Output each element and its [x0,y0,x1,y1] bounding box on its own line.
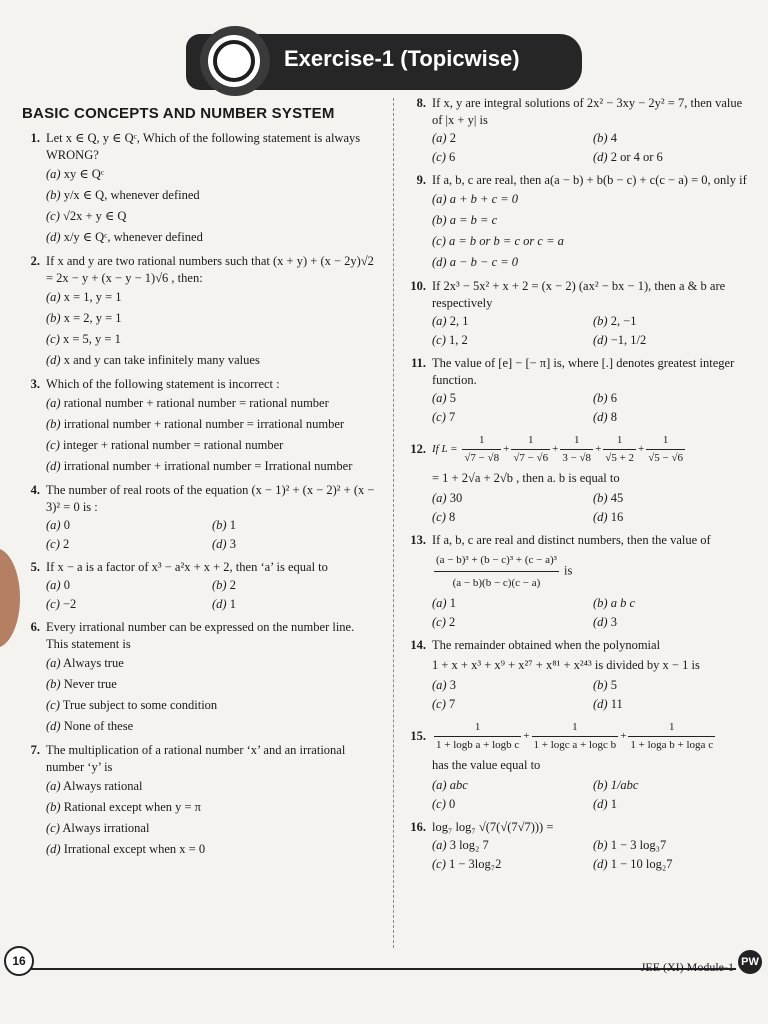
option-c: (c) √2x + y ∈ Q [46,209,127,223]
question-text: The remainder obtained when the polynomial [432,638,661,652]
option-a: (a) 5 [432,391,456,405]
section-title: BASIC CONCEPTS AND NUMBER SYSTEM [22,105,335,122]
question-2 [18,253,378,371]
question-number: 1. [30,131,40,145]
option-a: (a) 1 [432,596,456,610]
option-b: (b) irrational number + rational number = irrational number [46,417,345,431]
option-d: (d) 8 [593,410,617,424]
question-number: 12. [410,442,426,456]
option-d: (d) x and y can take infinitely many values [46,353,260,367]
question-number: 4. [30,483,40,497]
question-number: 7. [30,743,40,757]
option-b: (b) Rational except when y = π [46,800,201,814]
fraction-3: $\frac{1}{3 - √8}$ [562,434,592,464]
polynomial: 1 + x + x³ + x⁹ + x²⁷ + x⁸¹ + x²⁴³ is divided by x − 1 is [432,658,700,672]
option-d: (d) −1, 1/2 [593,333,647,347]
question-11 [404,355,754,427]
option-d: (d) 16 [593,510,624,524]
question-number: 5. [30,560,40,574]
option-d: (d) 3 [593,615,617,629]
option-c: (c) True subject to some condition [46,698,218,712]
question-number: 2. [30,254,40,268]
fraction-1: $\frac{1}{\text{1 + logb a + logb c}}$ [436,721,520,751]
option-d: (d) Irrational except when x = 0 [46,842,206,856]
right-column [404,95,754,879]
question-5 [18,559,378,614]
question-15: 15. $\frac{1}{\text{1 + logb a + logb c}}$ + $\frac{1}{\text{1 + logc a + logc b}}$ + $\frac{1}{\text{1 + loga b + loga c}}$ has the value equal to (a) abc (b) 1/abc (c) 0 (d) 1 [404,719,754,814]
question-12: 12. If L = $\frac{1}{√7 - √8}$ + $\frac{1}{√7 - √6}$ + $\frac{1}{3 - √8}$ + $\frac{1}{√5 + 2}$ + $\frac{1}{√5 - √6}$ = 1 + 2√a + 2√b , then a. b is equal to (a) 30 (b) 45 (c) 8 (d) 16 [404,432,754,527]
question-lead: If L = [432,443,458,456]
option-b: (b) 5 [593,678,617,692]
option-a: (a) xy ∈ Qᶜ [46,167,104,181]
question-is: is [564,563,573,578]
option-d: (d) irrational number + irrational number = Irrational number [46,459,353,473]
option-c: (c) 2 [432,615,456,629]
question-number: 6. [30,620,40,634]
option-a: (a) 2, 1 [432,314,469,328]
question-text: Which of the following statement is incorrect : [46,377,280,391]
question-9 [404,172,754,273]
fraction-5: $\frac{1}{√5 - √6}$ [648,434,684,464]
option-a: (a) abc [432,778,468,792]
option-d: (d) 2 or 4 or 6 [593,150,663,164]
question-4 [18,482,378,554]
option-a: (a) 3 log₂ 7 [432,838,489,852]
option-a: (a) 3 [432,678,456,692]
option-b: (b) 1 − 3 log₃7 [593,838,667,852]
option-a: (a) x = 1, y = 1 [46,290,122,304]
option-d: (d) None of these [46,719,134,733]
option-a: (a) 2 [432,131,456,145]
question-text: If x − a is a factor of x³ − a²x + x + 2, then ‘a’ is equal to [46,560,328,574]
footer-rule [30,968,736,970]
option-a: (a) Always rational [46,779,143,793]
option-c: (c) 1 − 3log₇2 [432,857,502,871]
question-number: 10. [410,279,426,293]
fraction-1: $\frac{1}{√7 - √8}$ [464,434,500,464]
exercise-banner [186,34,582,90]
option-b: (b) 2, −1 [593,314,637,328]
question-text: log₇ log₇ √(7(√(7√7))) = [432,820,554,834]
option-c: (c) x = 5, y = 1 [46,332,121,346]
option-b: (b) x = 2, y = 1 [46,311,122,325]
question-13 [404,532,754,632]
option-d: (d) a − b − c = 0 [432,255,519,269]
question-number: 3. [30,377,40,391]
option-a: (a) a + b + c = 0 [432,192,519,206]
option-c: (c) 8 [432,510,456,524]
question-rest: has the value equal to [432,758,541,772]
option-c: (c) 1, 2 [432,333,468,347]
question-16 [404,819,754,874]
question-7 [18,742,378,860]
option-d: (d) x/y ∈ Qᶜ, whenever defined [46,230,203,244]
left-column [18,130,378,865]
module-label: JEE (XI) Module-1 [640,960,734,974]
option-d: (d) 1 [593,797,617,811]
option-b: (b) a b c [593,596,636,610]
option-c: (c) 0 [432,797,456,811]
question-14 [404,637,754,714]
question-number: 11. [411,356,426,370]
option-c: (c) 2 [46,537,70,551]
option-b: (b) 6 [593,391,617,405]
question-number: 16. [410,820,426,834]
fraction-3: $\frac{1}{\text{1 + loga b + loga c}}$ [630,721,714,751]
option-a: (a) 30 [432,491,463,505]
question-3 [18,376,378,477]
question-1 [18,130,378,248]
option-b: (b) 1 [212,518,236,532]
expression-fraction: $\frac{\text{(a − b)³ + (b − c)³ + (c − a)³}}{(a - b)(b - c)(c - a)}$ [434,549,559,594]
question-text: If a, b, c are real and distinct numbers, then the value of [432,533,711,547]
option-c: (c) Always irrational [46,821,150,835]
option-b: (b) 45 [593,491,624,505]
option-c: (c) 7 [432,697,456,711]
question-text: The number of real roots of the equation (x − 1)² + (x − 2)² + (x − 3)² = 0 is : [46,483,375,514]
question-rest: = 1 + 2√a + 2√b , then a. b is equal to [432,471,620,485]
option-c: (c) 6 [432,150,456,164]
fraction-2: $\frac{1}{√7 - √6}$ [513,434,549,464]
option-d: (d) 11 [593,697,623,711]
question-text: Every irrational number can be expressed on the number line. This statement is [46,620,355,651]
question-number: 13. [410,533,426,547]
option-b: (b) 1/abc [593,778,639,792]
option-c: (c) −2 [46,597,77,611]
question-number: 9. [416,173,426,187]
exercise-title: Exercise-1 (Topicwise) [284,46,520,71]
question-number: 8. [416,96,426,110]
question-text: If a, b, c are real, then a(a − b) + b(b − c) + c(c − a) = 0, only if [432,173,747,187]
column-divider [393,98,394,948]
question-number: 15. [410,729,426,743]
option-a: (a) rational number + rational number = rational number [46,396,329,410]
question-text: The multiplication of a rational number ‘x’ and an irrational number ‘y’ is [46,743,346,774]
question-8 [404,95,754,167]
question-text: If 2x³ − 5x² + x + 2 = (x − 2) (ax² − bx − 1), then a & b are respectively [432,279,726,310]
option-a: (a) 0 [46,518,70,532]
option-b: (b) a = b = c [432,213,498,227]
option-c: (c) a = b or b = c or c = a [432,234,564,248]
option-d: (d) 1 [212,597,236,611]
question-text: If x, y are integral solutions of 2x² − 3xy − 2y² = 7, then value of |x + y| is [432,96,743,127]
option-b: (b) 4 [593,131,617,145]
option-c: (c) 7 [432,410,456,424]
fraction-4: $\frac{1}{√5 + 2}$ [605,434,635,464]
option-d: (d) 1 − 10 log₂7 [593,857,673,871]
question-6 [18,619,378,737]
option-b: (b) Never true [46,677,117,691]
question-text: The value of [e] − [− π] is, where [.] denotes greatest integer function. [432,356,735,387]
option-a: (a) Always true [46,656,124,670]
question-10 [404,278,754,350]
option-d: (d) 3 [212,537,236,551]
question-text: If x and y are two rational numbers such that (x + y) + (x − 2y)√2 = 2x − y + (x − y − 1)√6 , then: [46,254,374,285]
option-a: (a) 0 [46,578,70,592]
page-number: 16 [4,946,34,976]
question-text: Let x ∈ Q, y ∈ Qᶜ, Which of the following statement is always WRONG? [46,131,361,162]
finger-shadow [0,548,20,648]
option-b: (b) y/x ∈ Q, whenever defined [46,188,200,202]
question-number: 14. [410,638,426,652]
option-c: (c) integer + rational number = rational number [46,438,284,452]
option-b: (b) 2 [212,578,236,592]
pw-logo-icon: PW [738,950,762,974]
fraction-2: $\frac{1}{\text{1 + logc a + logc b}}$ [533,721,617,751]
banner-ring-icon [213,40,255,82]
